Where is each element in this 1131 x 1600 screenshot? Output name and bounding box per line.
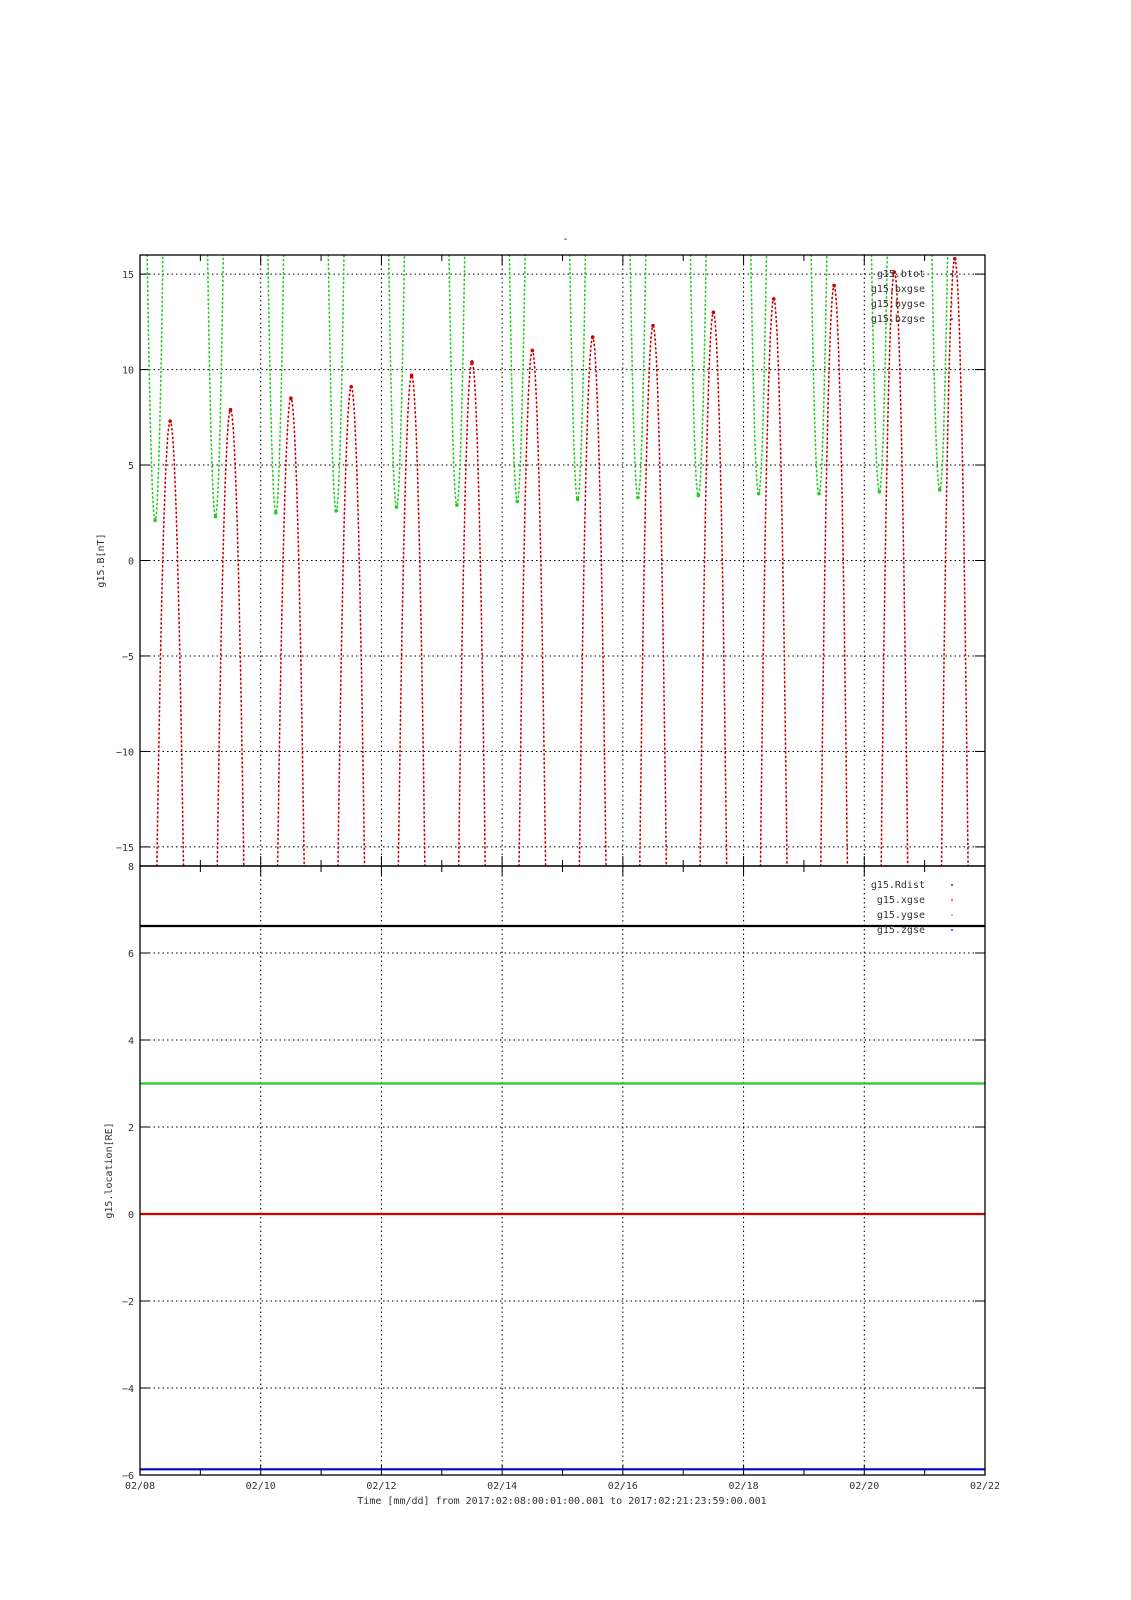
legend-label: g15.Rdist	[870, 880, 925, 891]
series-line-g15.bygse	[147, 255, 947, 520]
legend-marker	[951, 914, 953, 916]
y-tick-label: 6	[127, 949, 134, 960]
panel-1	[96, 255, 985, 866]
y-tick-label: 8	[127, 862, 134, 873]
legend-marker	[951, 273, 953, 275]
y-tick-label: −2	[121, 1297, 134, 1308]
y-tick-label: 4	[127, 1036, 134, 1047]
legend-label: g15.ygse	[876, 910, 925, 921]
series-point-g15.bygse	[697, 494, 701, 498]
series-point-g15.bxgse	[772, 297, 776, 301]
series-group	[147, 255, 968, 866]
series-point-g15.bxgse	[591, 335, 595, 339]
y-tick-label: 0	[127, 556, 134, 568]
series-point-g15.bxgse	[651, 324, 655, 328]
legend-label: g15.zgse	[876, 925, 925, 936]
x-tick-label: 02/22	[969, 1481, 1001, 1492]
y-tick-label: −15	[115, 842, 134, 854]
series-point-g15.bygse	[515, 500, 519, 504]
series-point-g15.bxgse	[470, 360, 474, 364]
x-tick-label: 02/10	[245, 1481, 276, 1492]
legend-label: g15.bxgse	[870, 284, 925, 295]
plot-frame	[140, 866, 985, 1475]
x-tick-label: 02/12	[366, 1481, 397, 1492]
series-point-g15.bxgse	[289, 396, 293, 400]
series-point-g15.bygse	[938, 488, 942, 492]
x-tick-label: 02/20	[849, 1481, 880, 1492]
series-point-g15.bxgse	[953, 257, 957, 261]
y-tick-label: −6	[121, 1471, 134, 1482]
series-point-g15.bygse	[636, 496, 640, 500]
series-point-g15.bygse	[395, 505, 399, 509]
series-point-g15.bxgse	[168, 419, 172, 423]
x-axis-label: Time [mm/dd] from 2017:02:08:00:01:00.001 to 2017:02:21:23:59:00.001	[357, 1496, 767, 1507]
y-axis-label: g15.B[nT]	[96, 533, 107, 588]
legend-label: g15.btot	[876, 269, 925, 280]
legend-label: g15.bzgse	[870, 314, 925, 325]
series-point-g15.bxgse	[531, 349, 535, 353]
y-tick-label: 2	[127, 1123, 134, 1134]
legend-marker	[951, 899, 953, 901]
x-tick-label: 02/14	[487, 1481, 518, 1492]
x-tick-label: 02/18	[728, 1481, 759, 1492]
series-point-g15.bxgse	[832, 284, 836, 288]
series-point-g15.bygse	[153, 519, 157, 523]
panel-2	[104, 862, 985, 1482]
x-tick-label: 02/16	[607, 1481, 638, 1492]
series-point-g15.bygse	[757, 492, 761, 496]
series-point-g15.bygse	[334, 509, 338, 513]
series-point-g15.bygse	[274, 511, 278, 515]
series-point-g15.bygse	[455, 503, 459, 507]
series-point-g15.bxgse	[712, 310, 716, 314]
legend-marker	[951, 318, 953, 320]
y-tick-label: −10	[115, 747, 134, 759]
series-point-g15.bxgse	[349, 385, 353, 389]
legend-marker	[951, 288, 953, 290]
legend-label: g15.bygse	[870, 299, 925, 310]
legend-label: g15.xgse	[876, 895, 925, 906]
x-tick-label: 02/08	[124, 1481, 156, 1492]
y-tick-label: 15	[121, 270, 134, 282]
y-axis-label: g15.location[RE]	[104, 1122, 115, 1219]
series-point-g15.bygse	[576, 498, 580, 502]
legend-marker	[951, 929, 953, 931]
legend-marker	[951, 884, 953, 886]
y-tick-label: 5	[127, 461, 134, 473]
series-point-g15.bygse	[817, 492, 821, 496]
y-tick-label: −4	[121, 1384, 134, 1395]
series-point-g15.bygse	[878, 490, 882, 494]
series-line-g15.bxgse	[157, 259, 968, 866]
legend-marker	[951, 303, 953, 305]
y-tick-label: 0	[127, 1210, 134, 1221]
series-point-g15.bxgse	[410, 373, 414, 377]
series-point-g15.bxgse	[229, 408, 233, 412]
y-tick-label: 10	[121, 365, 134, 377]
series-point-g15.bygse	[214, 515, 218, 519]
y-tick-label: −5	[121, 651, 134, 663]
chart-title: -	[562, 232, 569, 245]
